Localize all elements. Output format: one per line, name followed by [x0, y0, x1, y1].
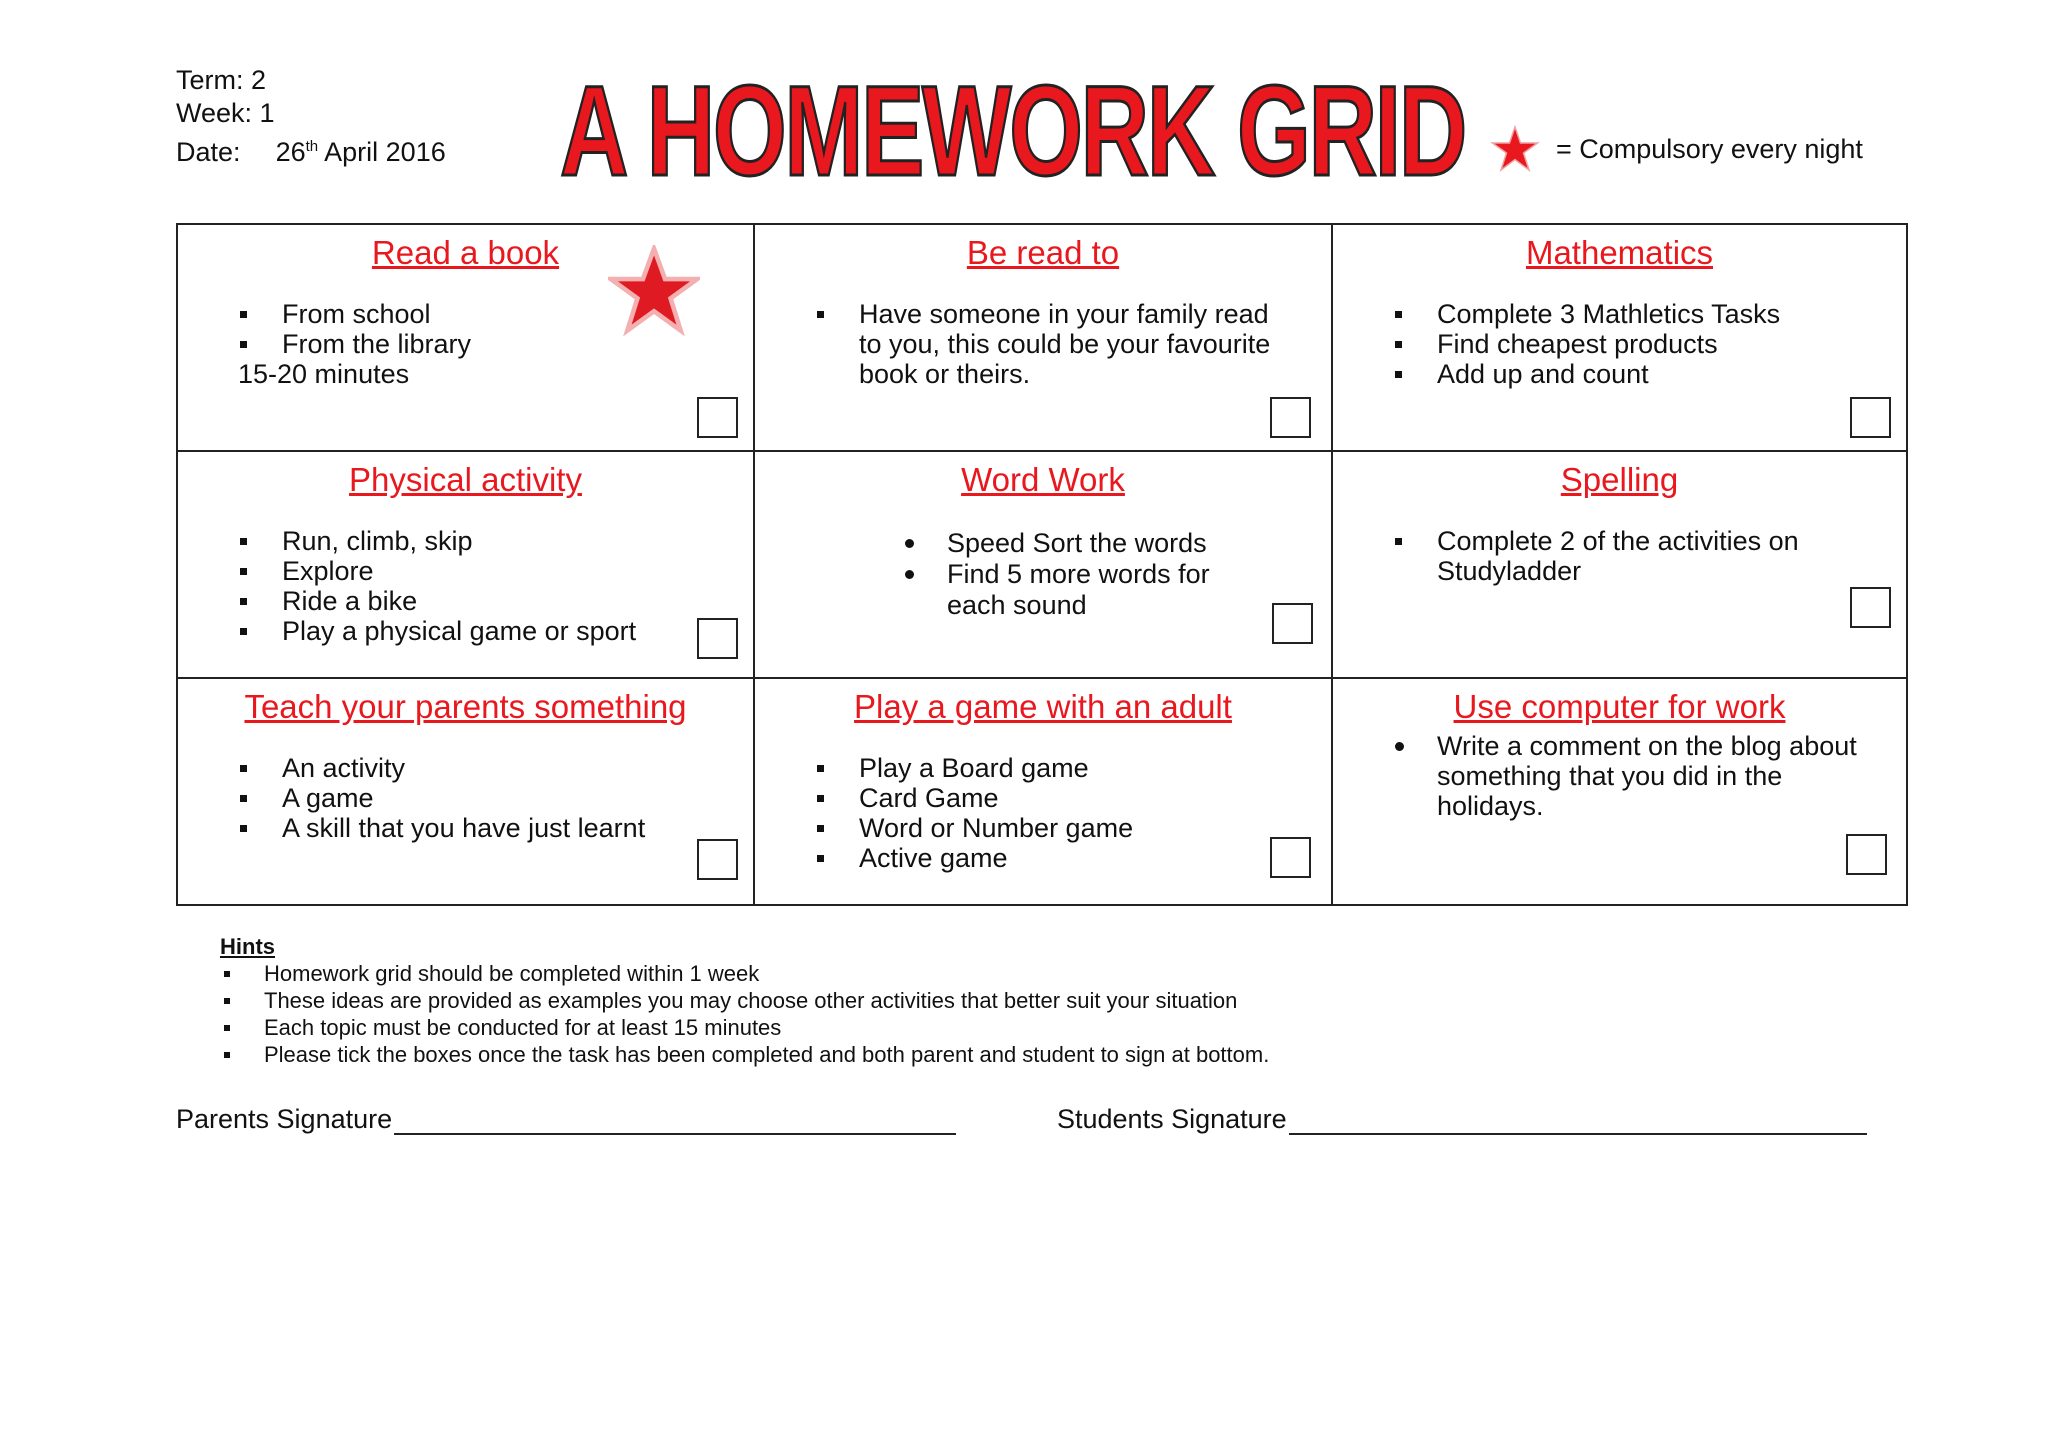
hint-item: Each topic must be conducted for at least 15 minutes: [220, 1014, 1269, 1041]
week-row: [176, 97, 446, 130]
list-item: Add up and count: [1393, 359, 1906, 389]
hint-item: These ideas are provided as examples you may choose other activities that better suit your situation: [220, 987, 1269, 1014]
date-day: 26: [275, 137, 306, 167]
list-item: Active game: [815, 843, 1331, 873]
tick-box[interactable]: [697, 397, 738, 438]
cell-note: 15-20 minutes: [238, 359, 410, 389]
cell-title: Spelling: [1560, 461, 1679, 498]
cell-title: Physical activity: [349, 461, 582, 498]
list-item: Run, climb, skip: [238, 526, 753, 556]
cell-read-a-book: [178, 225, 755, 452]
cell-spelling: [1333, 452, 1906, 679]
week-label: Week:: [176, 98, 253, 128]
homework-grid: [176, 223, 1908, 906]
star-icon: [1490, 124, 1540, 174]
date-rest: April 2016: [324, 137, 446, 167]
cell-be-read-to: [755, 225, 1333, 452]
tick-box[interactable]: [697, 839, 738, 880]
week-value: 1: [259, 98, 275, 128]
legend-text: = Compulsory every night: [1556, 133, 1863, 164]
parents-signature-line[interactable]: [394, 1105, 956, 1135]
list-item: Write a comment on the blog about something that you did in the holidays.: [1393, 731, 1893, 821]
students-signature: [1057, 1104, 1867, 1135]
list-item: Complete 3 Mathletics Tasks: [1393, 299, 1906, 329]
tick-box[interactable]: [1850, 587, 1891, 628]
term-value: 2: [251, 65, 267, 95]
list-item: A game: [238, 783, 753, 813]
list-item: Word or Number game: [815, 813, 1331, 843]
parents-signature-label: Parents Signature: [176, 1104, 393, 1134]
cell-title: Word Work: [961, 461, 1125, 498]
list-item: Ride a bike: [238, 586, 753, 616]
cell-title: Mathematics: [1525, 234, 1714, 271]
cell-physical-activity: [178, 452, 755, 679]
list-item: An activity: [238, 753, 753, 783]
cell-title: Use computer for work: [1453, 688, 1786, 725]
cell-word-work: [755, 452, 1333, 679]
list-item: Play a physical game or sport: [238, 616, 753, 646]
list-item: Speed Sort the words: [903, 528, 1263, 559]
list-item: From school: [238, 299, 753, 329]
list-item: Have someone in your family read to you, this could be your favourite book or theirs.: [815, 299, 1295, 389]
cell-title: Teach your parents something: [244, 688, 687, 725]
legend: [1490, 124, 1863, 174]
cell-use-computer: [1333, 679, 1906, 904]
tick-box[interactable]: [1272, 603, 1313, 644]
hints-title: Hints: [220, 934, 275, 959]
list-item: Card Game: [815, 783, 1331, 813]
list-item: Find 5 more words for each sound: [903, 559, 1263, 621]
list-item: Explore: [238, 556, 753, 586]
date-label: Date:: [176, 137, 241, 167]
tick-box[interactable]: [1846, 834, 1887, 875]
cell-play-a-game: [755, 679, 1333, 904]
cell-title: Be read to: [966, 234, 1120, 271]
list-item: Complete 2 of the activities on Studyladder: [1393, 526, 1813, 586]
students-signature-line[interactable]: [1289, 1105, 1867, 1135]
cell-teach-your-parents: [178, 679, 755, 904]
term-row: [176, 64, 446, 97]
date-suffix: th: [305, 138, 319, 155]
cell-title: Play a game with an adult: [854, 688, 1232, 725]
header-info: [176, 64, 446, 169]
page-title: A HOMEWORK GRID: [560, 60, 1466, 203]
list-item: From the library: [238, 329, 753, 359]
parents-signature: [176, 1104, 956, 1135]
list-item: Find cheapest products: [1393, 329, 1906, 359]
tick-box[interactable]: [1850, 397, 1891, 438]
hints-section: [220, 934, 1269, 1068]
tick-box[interactable]: [697, 618, 738, 659]
hint-item: Please tick the boxes once the task has been completed and both parent and student to sign at bottom.: [220, 1041, 1269, 1068]
list-item: A skill that you have just learnt: [238, 813, 753, 843]
tick-box[interactable]: [1270, 837, 1311, 878]
hint-item: Homework grid should be completed within 1 week: [220, 960, 1269, 987]
cell-title: Read a book: [371, 234, 560, 271]
students-signature-label: Students Signature: [1057, 1104, 1287, 1134]
list-item: Play a Board game: [815, 753, 1331, 783]
date-row: [176, 130, 446, 169]
cell-mathematics: [1333, 225, 1906, 452]
tick-box[interactable]: [1270, 397, 1311, 438]
term-label: Term:: [176, 65, 244, 95]
